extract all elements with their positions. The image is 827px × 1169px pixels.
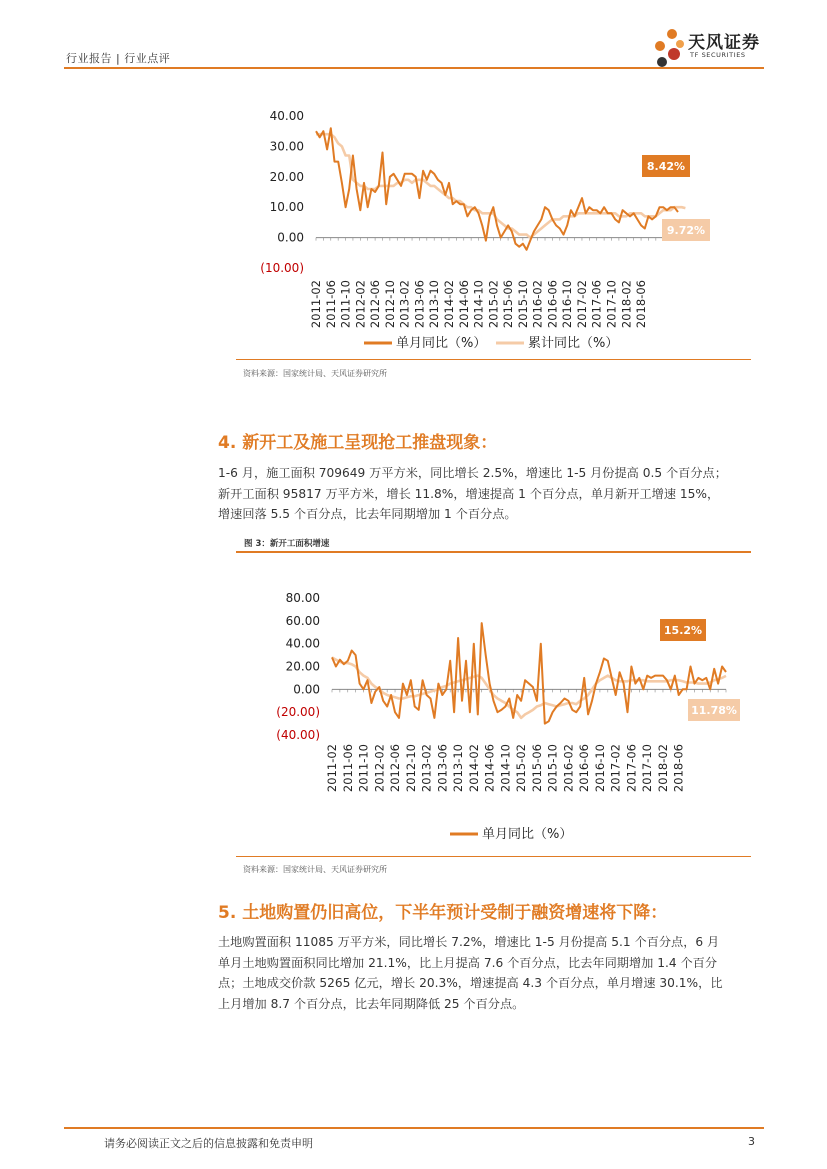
header-breadcrumb: 行业报告 | 行业点评	[66, 52, 171, 65]
paragraph-line: 新开工面积 95817 万平方米，增长 11.8%，增速提高 1 个百分点，单月新开工增速 15%，	[218, 486, 720, 501]
x-tick-label: 2011-10	[356, 744, 371, 793]
footer-disclaimer: 请务必阅读正文之后的信息披露和免责申明	[104, 1137, 313, 1150]
x-tick-label: 2017-10	[640, 744, 655, 793]
data-label: 8.42%	[646, 160, 686, 173]
x-tick-label: 2012-06	[388, 744, 403, 793]
x-tick-label: 2011-10	[338, 280, 353, 329]
x-tick-label: 2014-06	[482, 744, 497, 793]
y-tick-label: 80.00	[285, 591, 320, 605]
x-tick-label: 2015-10	[545, 744, 560, 793]
x-tick-label: 2011-02	[325, 744, 339, 793]
x-tick-label: 2013-06	[412, 280, 427, 329]
x-tick-label: 2015-02	[486, 280, 501, 329]
page-number: 3	[748, 1135, 755, 1148]
x-tick-label: 2011-02	[309, 280, 323, 329]
x-tick-label: 2012-06	[368, 280, 383, 329]
paragraph-line: 上月增加 8.7 个百分点，比去年同期降低 25 个百分点。	[218, 996, 525, 1011]
x-tick-label: 2017-06	[589, 280, 604, 329]
logo-subtext: TF SECURITIES	[690, 51, 746, 59]
x-tick-label: 2016-10	[592, 744, 607, 793]
y-tick-label: (20.00)	[276, 705, 320, 720]
section4-title: 4. 新开工及施工呈现抢工推盘现象：	[218, 433, 498, 453]
data-label: 9.72%	[666, 224, 706, 237]
data-label: 11.78%	[691, 704, 737, 717]
x-tick-label: 2018-02	[619, 280, 634, 329]
y-tick-label: 20.00	[269, 169, 304, 184]
x-tick-label: 2014-10	[498, 744, 513, 793]
y-tick-label: 10.00	[269, 200, 304, 215]
x-tick-label: 2016-10	[560, 280, 575, 329]
series-line-cumulative	[316, 134, 685, 237]
y-tick-label: 30.00	[269, 139, 304, 154]
x-tick-label: 2016-02	[561, 744, 576, 793]
y-tick-label: 40.00	[269, 109, 304, 123]
paragraph-line: 增速回落 5.5 个百分点，比去年同期增加 1 个百分点。	[218, 507, 517, 521]
chart-figure3	[236, 582, 756, 852]
x-tick-label: 2013-02	[397, 280, 412, 329]
x-tick-label: 2013-10	[451, 744, 466, 793]
x-tick-label: 2016-02	[530, 280, 545, 329]
legend-label: 累计同比（%）	[528, 336, 619, 351]
y-tick-label: 20.00	[285, 659, 320, 674]
x-tick-label: 2013-06	[435, 744, 450, 793]
x-tick-label: 2012-10	[403, 744, 418, 793]
figure3-divider	[236, 551, 751, 553]
x-tick-label: 2015-02	[514, 744, 529, 793]
x-tick-label: 2012-02	[353, 280, 368, 329]
x-tick-label: 2012-02	[372, 744, 387, 793]
x-tick-label: 2018-02	[655, 744, 670, 793]
legend-label: 单月同比（%）	[396, 336, 487, 351]
source-divider	[236, 856, 751, 857]
y-tick-label: 0.00	[277, 230, 304, 245]
legend-label: 单月同比（%）	[482, 827, 573, 842]
y-tick-label: 60.00	[285, 613, 320, 628]
section5-paragraph	[218, 932, 763, 1014]
paragraph-line: 单月土地购置面积同比增加 21.1%，比上月提高 7.6 个百分点，比去年同期增加 1.4 个百分	[218, 955, 718, 970]
figure3-source: 资料来源：国家统计局、天风证券研究所	[243, 865, 387, 874]
x-tick-label: 2016-06	[545, 280, 560, 329]
x-tick-label: 2014-06	[456, 280, 471, 329]
footer-divider	[64, 1127, 764, 1129]
y-tick-label: 40.00	[285, 636, 320, 651]
logo-text: 天风证券	[688, 33, 760, 53]
x-tick-label: 2016-06	[577, 744, 592, 793]
x-tick-label: 2015-06	[501, 280, 516, 329]
section4-paragraph	[218, 463, 763, 525]
x-tick-label: 2017-02	[574, 280, 589, 329]
x-tick-label: 2014-02	[441, 280, 456, 329]
paragraph-line: 土地购置面积 11085 万平方米，同比增长 7.2%，增速比 1-5 月份提高 5.1 个百分点，6 月	[218, 935, 720, 949]
x-tick-label: 2015-06	[529, 744, 544, 793]
section5-title: 5. 土地购置仍旧高位，下半年预计受制于融资增速将下降：	[218, 903, 668, 923]
x-tick-label: 2011-06	[340, 744, 355, 793]
x-tick-label: 2017-06	[624, 744, 639, 793]
paragraph-line: 1-6 月，施工面积 709649 万平方米，同比增长 2.5%，增速比 1-5 月份提高 0.5 个百分点；	[218, 466, 727, 480]
x-tick-label: 2017-02	[608, 744, 623, 793]
x-tick-label: 2013-02	[419, 744, 434, 793]
paragraph-line: 点；土地成交价款 5265 亿元，增长 20.3%，增速提高 4.3 个百分点，单月增速 30.1%，比	[218, 976, 723, 990]
figure2-source: 资料来源：国家统计局、天风证券研究所	[243, 369, 387, 378]
x-tick-label: 2013-10	[427, 280, 442, 329]
x-tick-label: 2014-10	[471, 280, 486, 329]
figure3-caption: 图 3：新开工面积增速	[244, 539, 330, 549]
series-line-cumulative	[332, 657, 726, 718]
y-tick-label: (40.00)	[276, 728, 320, 742]
y-tick-label: 0.00	[293, 682, 320, 697]
header-divider	[64, 67, 764, 69]
x-tick-label: 2015-10	[515, 280, 530, 329]
x-tick-label: 2014-02	[466, 744, 481, 793]
source-divider	[236, 359, 751, 360]
chart-figure2	[236, 100, 756, 360]
x-tick-label: 2018-06	[671, 744, 686, 793]
x-tick-label: 2017-10	[604, 280, 619, 329]
data-label: 15.2%	[663, 624, 703, 637]
y-tick-label: (10.00)	[260, 261, 304, 275]
x-tick-label: 2011-06	[323, 280, 338, 329]
x-tick-label: 2018-06	[634, 280, 649, 329]
x-tick-label: 2012-10	[382, 280, 397, 329]
